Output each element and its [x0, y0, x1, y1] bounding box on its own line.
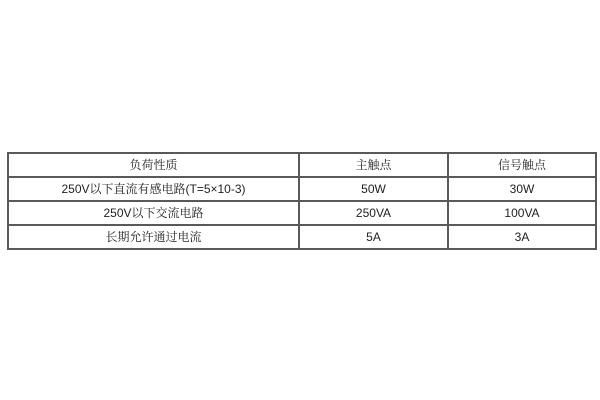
cell-continuous-main-contact-value: 5A	[299, 225, 448, 249]
header-row	[8, 153, 596, 177]
cell-ac-signal-contact-value: 100VA	[448, 201, 596, 225]
load-spec-table	[7, 152, 597, 250]
cell-continuous-signal-contact-value: 3A	[448, 225, 596, 249]
table-row	[8, 177, 596, 201]
header-load-nature: 负荷性质	[8, 153, 299, 177]
table-row	[8, 201, 596, 225]
cell-ac-circuit-label: 250V以下交流电路	[8, 201, 299, 225]
table-row	[8, 225, 596, 249]
cell-dc-circuit-label: 250V以下直流有感电路(T=5×10-3)	[8, 177, 299, 201]
header-signal-contact: 信号触点	[448, 153, 596, 177]
cell-continuous-current-label: 长期允许通过电流	[8, 225, 299, 249]
cell-dc-signal-contact-value: 30W	[448, 177, 596, 201]
spec-table-container	[7, 152, 595, 250]
header-main-contact: 主触点	[299, 153, 448, 177]
cell-dc-main-contact-value: 50W	[299, 177, 448, 201]
cell-ac-main-contact-value: 250VA	[299, 201, 448, 225]
